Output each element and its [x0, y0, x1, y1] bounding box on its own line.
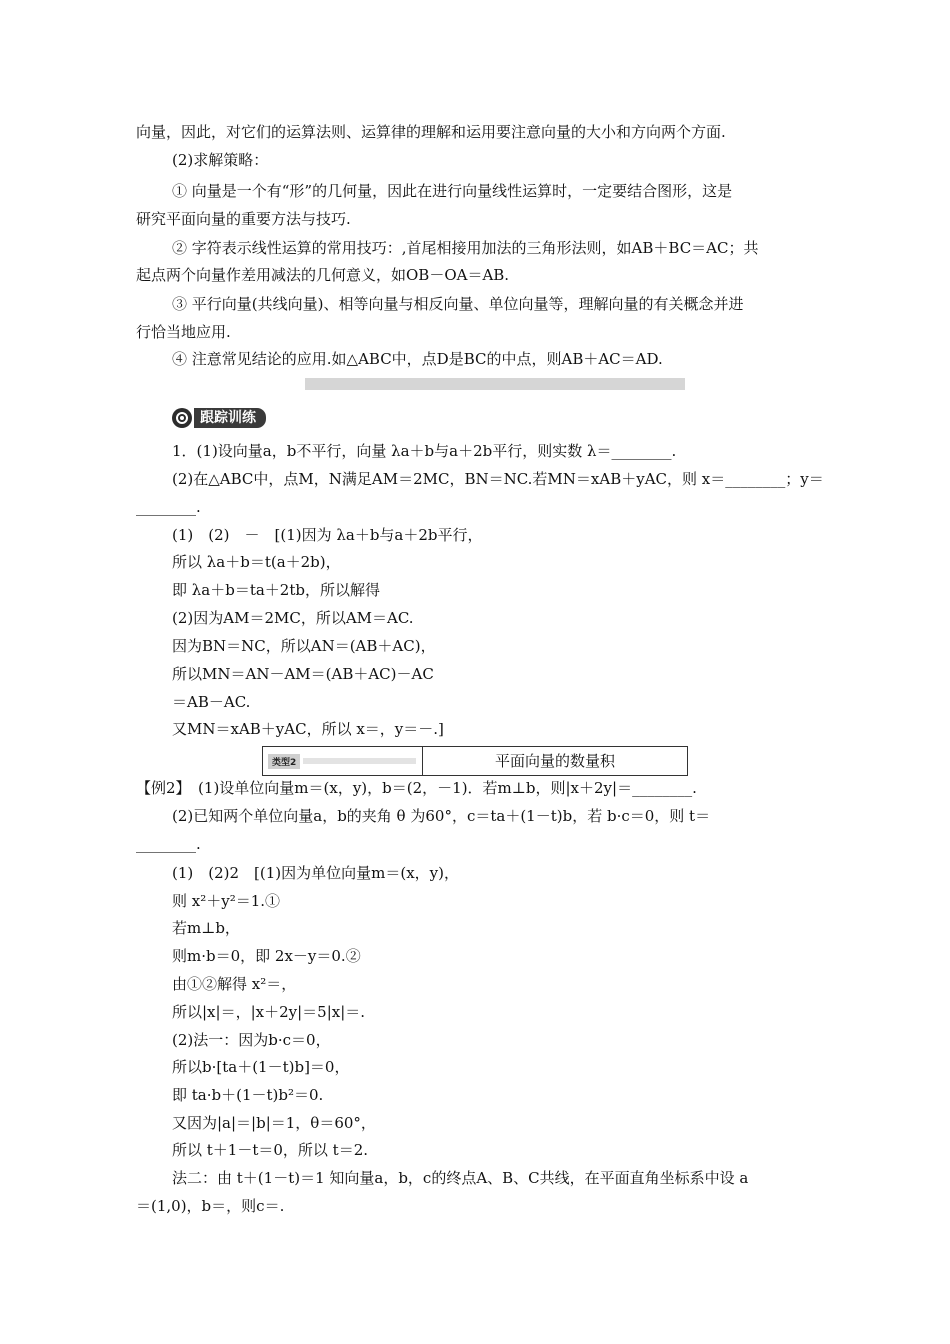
- type-heading-box: [262, 746, 688, 776]
- type-label-cell: [263, 747, 423, 775]
- text-line: 所以b·[ta＋(1－t)b]＝0，: [172, 1058, 350, 1076]
- type-title: 平面向量的数量积: [494, 752, 615, 770]
- text-line: ＝AB－AC.: [172, 693, 251, 711]
- section-divider: [305, 378, 685, 390]
- text-line: ④ 注意常见结论的应用.如△ABC中，点D是BC的中点，则AB＋AC＝AD.: [172, 350, 663, 368]
- target-icon: [172, 408, 192, 428]
- example-line: 【例2】 (1)设单位向量m＝(x，y)，b＝(2，－1)．若m⊥b，则|x＋2y|＝________.: [136, 779, 697, 797]
- text-line: ① 向量是一个有“形”的几何量，因此在进行向量线性运算时，一定要结合图形，这是: [172, 182, 733, 200]
- text-line: 则m·b＝0，即 2x－y＝0.②: [172, 947, 361, 965]
- text-line: (2)在△ABC中，点M，N满足AM＝2MC，BN＝NC.若MN＝xAB＋yAC，则 x＝________；y＝: [172, 470, 824, 488]
- text-line: ② 字符表示线性运算的常用技巧：,首尾相接用加法的三角形法则，如AB＋BC＝AC；共: [172, 239, 759, 257]
- text-line: 由①②解得 x²＝，: [172, 975, 297, 993]
- type-decor-stripe: [303, 758, 416, 764]
- text-line: 即 ta·b＋(1－t)b²＝0.: [172, 1086, 324, 1104]
- text-line: 1．(1)设向量a，b不平行，向量 λa＋b与a＋2b平行，则实数 λ＝________.: [172, 442, 677, 460]
- text-line: 则 x²＋y²＝1.①: [172, 892, 281, 910]
- text-line: (2)法一：因为b·c＝0，: [172, 1031, 331, 1049]
- text-line: (2)因为AM＝2MC，所以AM＝AC.: [172, 609, 414, 627]
- text-line: 所以MN＝AN－AM＝(AB＋AC)－AC: [172, 665, 434, 683]
- text-line: ________.: [136, 498, 201, 516]
- text-line: 因为BN＝NC，所以AN＝(AB＋AC)，: [172, 637, 436, 655]
- text-line: 行恰当地应用.: [136, 323, 231, 341]
- text-line: (2)已知两个单位向量a，b的夹角 θ 为60°，c＝ta＋(1－t)b，若 b·c＝0，则 t＝: [172, 807, 711, 825]
- text-line: 若m⊥b，: [172, 919, 240, 937]
- text-line: 又因为|a|＝|b|＝1，θ＝60°，: [172, 1114, 376, 1132]
- text-line: 研究平面向量的重要方法与技巧.: [136, 210, 351, 228]
- text-line: 所以 λa＋b＝t(a＋2b)，: [172, 553, 341, 571]
- section-heading: [172, 408, 266, 428]
- text-line: (1) (2)2 [(1)因为单位向量m＝(x，y)，: [172, 864, 460, 882]
- text-line: ________.: [136, 835, 201, 853]
- text-line: 法二：由 t＋(1－t)＝1 知向量a，b，c的终点A、B、C共线，在平面直角坐标系中设 a: [172, 1169, 749, 1187]
- text-line: 所以 t＋1－t＝0，所以 t＝2.: [172, 1141, 369, 1159]
- text-line: ＝(1,0)，b＝，则c＝.: [136, 1197, 285, 1215]
- text-line: 所以|x|＝，|x＋2y|＝5|x|＝.: [172, 1003, 366, 1021]
- type-badge: 类型2: [268, 754, 300, 769]
- text-line: 向量，因此，对它们的运算法则、运算律的理解和运用要注意向量的大小和方向两个方面.: [136, 123, 726, 141]
- text-line: 即 λa＋b＝ta＋2tb，所以解得: [172, 581, 380, 599]
- section-title: 跟踪训练: [194, 408, 266, 428]
- text-line: 起点两个向量作差用减法的几何意义，如OB－OA＝AB.: [136, 266, 510, 284]
- text-line: ③ 平行向量(共线向量)、相等向量与相反向量、单位向量等，理解向量的有关概念并进: [172, 295, 744, 313]
- text-line: 又MN＝xAB＋yAC，所以 x＝，y＝－.]: [172, 720, 444, 738]
- text-line: (2)求解策略：: [172, 151, 269, 169]
- text-line: (1) (2) － [(1)因为 λa＋b与a＋2b平行，: [172, 526, 483, 544]
